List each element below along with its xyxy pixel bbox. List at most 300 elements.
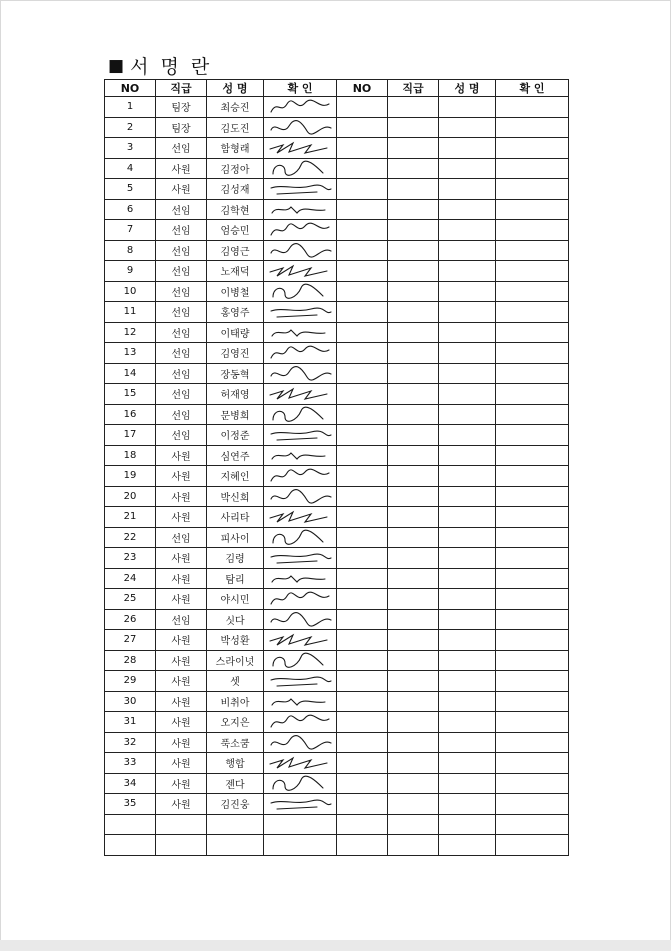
row-name: 김령 bbox=[207, 548, 264, 569]
empty-cell bbox=[439, 404, 496, 425]
empty-cell bbox=[337, 302, 388, 323]
empty-cell bbox=[337, 753, 388, 774]
empty-cell bbox=[337, 589, 388, 610]
row-signature bbox=[264, 425, 337, 446]
row-name: 김정아 bbox=[207, 158, 264, 179]
empty-cell bbox=[496, 589, 569, 610]
empty-cell bbox=[496, 404, 569, 425]
empty-cell bbox=[496, 650, 569, 671]
empty-cell bbox=[388, 835, 439, 856]
empty-cell bbox=[388, 650, 439, 671]
empty-cell bbox=[337, 281, 388, 302]
empty-cell bbox=[496, 445, 569, 466]
empty-cell bbox=[337, 650, 388, 671]
handwritten-signature-icon bbox=[267, 508, 333, 526]
table-row bbox=[105, 753, 569, 774]
black-square-icon: ■ bbox=[108, 55, 125, 76]
empty-cell bbox=[337, 404, 388, 425]
row-no: 18 bbox=[105, 445, 156, 466]
row-rank: 선임 bbox=[156, 138, 207, 159]
handwritten-signature-icon bbox=[267, 98, 333, 116]
handwritten-signature-icon bbox=[267, 405, 333, 423]
empty-cell bbox=[439, 363, 496, 384]
empty-cell bbox=[388, 240, 439, 261]
row-signature bbox=[264, 199, 337, 220]
empty-cell bbox=[439, 117, 496, 138]
row-no: 19 bbox=[105, 466, 156, 487]
row-rank: 사원 bbox=[156, 466, 207, 487]
empty-cell bbox=[337, 835, 388, 856]
row-rank: 선임 bbox=[156, 322, 207, 343]
table-row bbox=[105, 117, 569, 138]
row-signature bbox=[264, 486, 337, 507]
row-signature bbox=[264, 753, 337, 774]
row-rank: 사원 bbox=[156, 568, 207, 589]
row-rank: 사원 bbox=[156, 732, 207, 753]
row-no: 29 bbox=[105, 671, 156, 692]
row-signature bbox=[264, 445, 337, 466]
row-no: 23 bbox=[105, 548, 156, 569]
row-rank: 사원 bbox=[156, 548, 207, 569]
handwritten-signature-icon bbox=[267, 774, 333, 792]
empty-cell bbox=[105, 814, 156, 835]
row-rank: 선임 bbox=[156, 425, 207, 446]
empty-cell bbox=[388, 753, 439, 774]
row-signature bbox=[264, 589, 337, 610]
empty-cell bbox=[337, 507, 388, 528]
row-name: 최승진 bbox=[207, 97, 264, 118]
row-name: 노재덕 bbox=[207, 261, 264, 282]
row-name: 문병희 bbox=[207, 404, 264, 425]
table-row bbox=[105, 343, 569, 364]
row-rank: 선임 bbox=[156, 261, 207, 282]
empty-cell bbox=[496, 630, 569, 651]
row-signature bbox=[264, 650, 337, 671]
handwritten-signature-icon bbox=[267, 159, 333, 177]
empty-cell bbox=[496, 773, 569, 794]
row-no: 1 bbox=[105, 97, 156, 118]
empty-cell bbox=[496, 322, 569, 343]
row-name: 박성환 bbox=[207, 630, 264, 651]
table-row bbox=[105, 568, 569, 589]
table-row bbox=[105, 527, 569, 548]
empty-cell bbox=[439, 794, 496, 815]
row-rank: 선임 bbox=[156, 343, 207, 364]
handwritten-signature-icon bbox=[267, 754, 333, 772]
handwritten-signature-icon bbox=[267, 221, 333, 239]
empty-cell bbox=[388, 466, 439, 487]
empty-cell bbox=[337, 794, 388, 815]
row-name: 탐리 bbox=[207, 568, 264, 589]
header-rank: 직급 bbox=[156, 80, 207, 97]
row-rank: 사원 bbox=[156, 179, 207, 200]
row-rank: 팀장 bbox=[156, 97, 207, 118]
empty-cell bbox=[388, 425, 439, 446]
row-no: 8 bbox=[105, 240, 156, 261]
empty-cell bbox=[337, 671, 388, 692]
empty-cell bbox=[496, 363, 569, 384]
empty-cell bbox=[337, 384, 388, 405]
handwritten-signature-icon bbox=[267, 569, 333, 587]
empty-cell bbox=[156, 835, 207, 856]
row-rank: 사원 bbox=[156, 753, 207, 774]
empty-cell bbox=[337, 261, 388, 282]
table-row bbox=[105, 199, 569, 220]
empty-cell bbox=[388, 548, 439, 569]
row-name: 함형래 bbox=[207, 138, 264, 159]
viewer-bottom-bar bbox=[0, 940, 671, 951]
empty-row bbox=[105, 814, 569, 835]
row-no: 7 bbox=[105, 220, 156, 241]
row-signature bbox=[264, 97, 337, 118]
empty-cell bbox=[439, 343, 496, 364]
section-title-text: 서 명 란 bbox=[130, 56, 213, 78]
row-rank: 선임 bbox=[156, 240, 207, 261]
row-name: 피사이 bbox=[207, 527, 264, 548]
row-rank: 선임 bbox=[156, 199, 207, 220]
row-name: 셋 bbox=[207, 671, 264, 692]
table-row bbox=[105, 158, 569, 179]
table-row bbox=[105, 773, 569, 794]
table-row bbox=[105, 712, 569, 733]
empty-cell bbox=[337, 240, 388, 261]
row-signature bbox=[264, 466, 337, 487]
row-signature bbox=[264, 281, 337, 302]
row-no: 5 bbox=[105, 179, 156, 200]
row-name: 김도진 bbox=[207, 117, 264, 138]
empty-cell bbox=[439, 486, 496, 507]
row-no: 30 bbox=[105, 691, 156, 712]
empty-cell bbox=[388, 158, 439, 179]
header-rank-2: 직급 bbox=[388, 80, 439, 97]
empty-cell bbox=[496, 814, 569, 835]
row-no: 17 bbox=[105, 425, 156, 446]
row-no: 20 bbox=[105, 486, 156, 507]
table-row bbox=[105, 179, 569, 200]
empty-cell bbox=[388, 322, 439, 343]
row-no: 27 bbox=[105, 630, 156, 651]
empty-cell bbox=[439, 712, 496, 733]
row-name: 푹소쿰 bbox=[207, 732, 264, 753]
row-signature bbox=[264, 732, 337, 753]
handwritten-signature-icon bbox=[267, 262, 333, 280]
handwritten-signature-icon bbox=[267, 733, 333, 751]
row-signature bbox=[264, 158, 337, 179]
row-rank: 사원 bbox=[156, 794, 207, 815]
row-no: 3 bbox=[105, 138, 156, 159]
empty-cell bbox=[496, 281, 569, 302]
row-no: 12 bbox=[105, 322, 156, 343]
row-name: 김영근 bbox=[207, 240, 264, 261]
empty-cell bbox=[439, 507, 496, 528]
empty-cell bbox=[439, 835, 496, 856]
empty-cell bbox=[388, 486, 439, 507]
empty-cell bbox=[496, 302, 569, 323]
row-no: 34 bbox=[105, 773, 156, 794]
row-rank: 사원 bbox=[156, 773, 207, 794]
row-signature bbox=[264, 138, 337, 159]
empty-cell bbox=[388, 630, 439, 651]
table-row bbox=[105, 794, 569, 815]
row-signature bbox=[264, 794, 337, 815]
handwritten-signature-icon bbox=[267, 446, 333, 464]
empty-row bbox=[105, 835, 569, 856]
handwritten-signature-icon bbox=[267, 241, 333, 259]
empty-cell bbox=[439, 302, 496, 323]
row-rank: 사원 bbox=[156, 486, 207, 507]
empty-cell bbox=[337, 322, 388, 343]
empty-cell bbox=[496, 568, 569, 589]
handwritten-signature-icon bbox=[267, 139, 333, 157]
handwritten-signature-icon bbox=[267, 118, 333, 136]
row-no: 24 bbox=[105, 568, 156, 589]
empty-cell bbox=[337, 158, 388, 179]
row-no: 10 bbox=[105, 281, 156, 302]
row-signature bbox=[264, 384, 337, 405]
empty-cell bbox=[337, 527, 388, 548]
empty-cell bbox=[264, 814, 337, 835]
row-signature bbox=[264, 240, 337, 261]
row-name: 허재영 bbox=[207, 384, 264, 405]
handwritten-signature-icon bbox=[267, 200, 333, 218]
handwritten-signature-icon bbox=[267, 487, 333, 505]
empty-cell bbox=[439, 220, 496, 241]
table-row bbox=[105, 261, 569, 282]
row-rank: 사원 bbox=[156, 671, 207, 692]
table-row bbox=[105, 650, 569, 671]
empty-cell bbox=[388, 179, 439, 200]
empty-cell bbox=[439, 466, 496, 487]
empty-cell bbox=[439, 97, 496, 118]
empty-cell bbox=[439, 630, 496, 651]
empty-cell bbox=[337, 343, 388, 364]
section-title bbox=[108, 52, 212, 79]
empty-cell bbox=[439, 609, 496, 630]
row-rank: 사원 bbox=[156, 712, 207, 733]
empty-cell bbox=[496, 609, 569, 630]
handwritten-signature-icon bbox=[267, 590, 333, 608]
table-row bbox=[105, 445, 569, 466]
empty-cell bbox=[439, 732, 496, 753]
empty-cell bbox=[388, 281, 439, 302]
empty-cell bbox=[439, 691, 496, 712]
table-row bbox=[105, 302, 569, 323]
empty-cell bbox=[388, 794, 439, 815]
table-row bbox=[105, 486, 569, 507]
empty-cell bbox=[439, 158, 496, 179]
empty-cell bbox=[439, 568, 496, 589]
empty-cell bbox=[105, 835, 156, 856]
row-name: 사리타 bbox=[207, 507, 264, 528]
table-row bbox=[105, 671, 569, 692]
empty-cell bbox=[207, 835, 264, 856]
empty-cell bbox=[337, 117, 388, 138]
table-row bbox=[105, 630, 569, 651]
row-name: 지혜인 bbox=[207, 466, 264, 487]
row-signature bbox=[264, 568, 337, 589]
signature-table bbox=[104, 79, 569, 856]
row-name: 젠다 bbox=[207, 773, 264, 794]
empty-cell bbox=[337, 691, 388, 712]
row-no: 28 bbox=[105, 650, 156, 671]
row-name: 행합 bbox=[207, 753, 264, 774]
table-row bbox=[105, 404, 569, 425]
empty-cell bbox=[388, 302, 439, 323]
empty-cell bbox=[496, 486, 569, 507]
empty-cell bbox=[388, 814, 439, 835]
table-row bbox=[105, 384, 569, 405]
empty-cell bbox=[496, 425, 569, 446]
empty-cell bbox=[439, 384, 496, 405]
empty-cell bbox=[337, 138, 388, 159]
empty-cell bbox=[388, 568, 439, 589]
empty-cell bbox=[337, 179, 388, 200]
empty-cell bbox=[496, 466, 569, 487]
empty-cell bbox=[496, 179, 569, 200]
row-no: 14 bbox=[105, 363, 156, 384]
empty-cell bbox=[337, 732, 388, 753]
row-rank: 선임 bbox=[156, 363, 207, 384]
empty-cell bbox=[388, 343, 439, 364]
empty-cell bbox=[388, 117, 439, 138]
row-name: 엄승민 bbox=[207, 220, 264, 241]
empty-cell bbox=[388, 507, 439, 528]
table-row bbox=[105, 589, 569, 610]
row-name: 싯다 bbox=[207, 609, 264, 630]
row-name: 이정준 bbox=[207, 425, 264, 446]
row-signature bbox=[264, 609, 337, 630]
row-name: 스라이넛 bbox=[207, 650, 264, 671]
empty-cell bbox=[337, 363, 388, 384]
empty-cell bbox=[337, 630, 388, 651]
empty-cell bbox=[264, 835, 337, 856]
row-signature bbox=[264, 507, 337, 528]
empty-cell bbox=[337, 773, 388, 794]
empty-cell bbox=[337, 568, 388, 589]
empty-cell bbox=[439, 773, 496, 794]
handwritten-signature-icon bbox=[267, 282, 333, 300]
empty-cell bbox=[337, 712, 388, 733]
table-row bbox=[105, 322, 569, 343]
row-no: 13 bbox=[105, 343, 156, 364]
row-signature bbox=[264, 671, 337, 692]
handwritten-signature-icon bbox=[267, 344, 333, 362]
empty-cell bbox=[337, 220, 388, 241]
empty-cell bbox=[388, 671, 439, 692]
empty-cell bbox=[439, 138, 496, 159]
handwritten-signature-icon bbox=[267, 385, 333, 403]
empty-cell bbox=[337, 609, 388, 630]
empty-cell bbox=[439, 240, 496, 261]
row-rank: 선임 bbox=[156, 527, 207, 548]
row-rank: 사원 bbox=[156, 650, 207, 671]
row-rank: 선임 bbox=[156, 281, 207, 302]
table-row bbox=[105, 548, 569, 569]
empty-cell bbox=[337, 425, 388, 446]
empty-cell bbox=[496, 835, 569, 856]
table-row bbox=[105, 363, 569, 384]
row-name: 오지은 bbox=[207, 712, 264, 733]
empty-cell bbox=[496, 220, 569, 241]
header-name: 성 명 bbox=[207, 80, 264, 97]
table-row bbox=[105, 691, 569, 712]
empty-cell bbox=[337, 814, 388, 835]
header-no: NO bbox=[105, 80, 156, 97]
table-row bbox=[105, 466, 569, 487]
row-rank: 사원 bbox=[156, 158, 207, 179]
handwritten-signature-icon bbox=[267, 323, 333, 341]
row-rank: 선임 bbox=[156, 609, 207, 630]
handwritten-signature-icon bbox=[267, 692, 333, 710]
empty-cell bbox=[388, 445, 439, 466]
empty-cell bbox=[439, 753, 496, 774]
row-no: 2 bbox=[105, 117, 156, 138]
row-rank: 사원 bbox=[156, 630, 207, 651]
empty-cell bbox=[496, 753, 569, 774]
row-signature bbox=[264, 117, 337, 138]
empty-cell bbox=[439, 199, 496, 220]
handwritten-signature-icon bbox=[267, 180, 333, 198]
empty-cell bbox=[337, 445, 388, 466]
row-no: 35 bbox=[105, 794, 156, 815]
table-row bbox=[105, 240, 569, 261]
row-signature bbox=[264, 363, 337, 384]
row-name: 비취아 bbox=[207, 691, 264, 712]
empty-cell bbox=[496, 343, 569, 364]
row-no: 32 bbox=[105, 732, 156, 753]
empty-cell bbox=[496, 507, 569, 528]
table-row bbox=[105, 97, 569, 118]
handwritten-signature-icon bbox=[267, 528, 333, 546]
empty-cell bbox=[388, 691, 439, 712]
header-confirm-2: 확 인 bbox=[496, 80, 569, 97]
empty-cell bbox=[439, 814, 496, 835]
handwritten-signature-icon bbox=[267, 672, 333, 690]
empty-cell bbox=[439, 589, 496, 610]
row-name: 김학현 bbox=[207, 199, 264, 220]
handwritten-signature-icon bbox=[267, 467, 333, 485]
empty-cell bbox=[388, 97, 439, 118]
row-no: 15 bbox=[105, 384, 156, 405]
row-rank: 선임 bbox=[156, 302, 207, 323]
empty-cell bbox=[496, 117, 569, 138]
row-name: 김영진 bbox=[207, 343, 264, 364]
header-no-2: NO bbox=[337, 80, 388, 97]
row-signature bbox=[264, 548, 337, 569]
row-signature bbox=[264, 179, 337, 200]
row-rank: 선임 bbox=[156, 404, 207, 425]
empty-cell bbox=[337, 466, 388, 487]
row-rank: 사원 bbox=[156, 445, 207, 466]
empty-cell bbox=[496, 794, 569, 815]
row-signature bbox=[264, 527, 337, 548]
empty-cell bbox=[388, 220, 439, 241]
header-name-2: 성 명 bbox=[439, 80, 496, 97]
row-name: 장동혁 bbox=[207, 363, 264, 384]
empty-cell bbox=[439, 322, 496, 343]
empty-cell bbox=[388, 363, 439, 384]
handwritten-signature-icon bbox=[267, 713, 333, 731]
empty-cell bbox=[496, 671, 569, 692]
row-rank: 선임 bbox=[156, 384, 207, 405]
table-row bbox=[105, 138, 569, 159]
empty-cell bbox=[496, 261, 569, 282]
empty-cell bbox=[496, 138, 569, 159]
row-signature bbox=[264, 343, 337, 364]
row-signature bbox=[264, 712, 337, 733]
handwritten-signature-icon bbox=[267, 631, 333, 649]
table-row bbox=[105, 281, 569, 302]
